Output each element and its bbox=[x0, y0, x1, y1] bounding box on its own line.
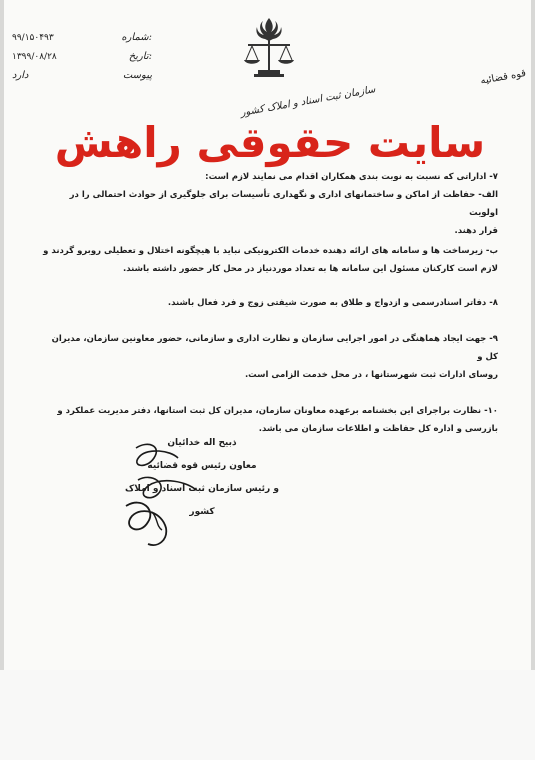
body-line: قرار دهند. bbox=[454, 226, 498, 236]
organization-subunit: سازمان ثبت اسناد و املاک کشور bbox=[239, 84, 377, 119]
body-line: لازم است کارکنان مسئول این سامانه ها به تعداد موردنیاز در محل کار حضور داشته باشند. bbox=[123, 264, 498, 274]
signatory-name: ذبیح اله خدائیان bbox=[167, 438, 237, 448]
letter-body bbox=[40, 168, 498, 438]
judiciary-emblem-icon bbox=[238, 14, 300, 80]
attachment-row bbox=[12, 66, 152, 85]
date-row bbox=[12, 47, 152, 66]
number-value: ۹۹/۱۵۰۴۹۳ bbox=[12, 32, 54, 43]
body-line: ب- زیرساخت ها و سامانه های ارائه دهنده خدمات الکترونیکی نباید با هیچگونه اختلال و تعطیلی روبرو گردند و bbox=[43, 246, 498, 256]
page-edge-right bbox=[531, 0, 535, 760]
body-line: روسای ادارات ثبت شهرستانها ، در محل خدمت الزامی است. bbox=[244, 370, 498, 380]
body-line: ۹- جهت ایجاد هماهنگی در امور اجرایی سازمان و نظارت اداری و سازمانی، حضور معاونین سازمان، مدیران کل و bbox=[51, 334, 498, 362]
body-line: ۸- دفاتر اسنادرسمی و ازدواج و طلاق به صورت شیفتی زوج و فرد فعال باشند. bbox=[167, 298, 498, 308]
body-line: ۷- اداراتی که نسبت به نوبت بندی همکاران اقدام می نمایند لازم است: bbox=[205, 172, 498, 182]
number-row bbox=[12, 28, 152, 47]
signatory-title: و رئیس سازمان ثبت اسناد و املاک کشور bbox=[125, 484, 279, 517]
date-label: تاریخ: bbox=[128, 51, 152, 62]
organization-name: قوه قضائیه bbox=[479, 67, 527, 87]
date-value: ۱۳۹۹/۰۸/۲۸ bbox=[12, 51, 57, 62]
page-footer-blank bbox=[0, 670, 535, 760]
site-watermark: سایت حقوقی راهش bbox=[54, 118, 486, 167]
letter-meta bbox=[12, 28, 152, 85]
body-line: بازرسی و اداره کل حفاظت و اطلاعات سازمان می باشد. bbox=[258, 424, 498, 434]
attachment-label: پیوست bbox=[122, 70, 152, 81]
signatory-title: معاون رئیس قوه قضائیه bbox=[147, 461, 257, 471]
body-line: الف- حفاظت از اماکن و ساختمانهای اداری و نگهداری تأسیسات برای جلوگیری از حوادث احتمالی را در اولویت bbox=[69, 190, 498, 218]
attachment-value: دارد bbox=[12, 70, 29, 81]
signature-block bbox=[112, 432, 292, 524]
number-label: شماره: bbox=[121, 32, 152, 43]
body-line: ۱۰- نظارت براجرای این بخشنامه برعهده معاونان سازمان، مدیران کل ثبت استانها، دفتر مدیریت عملکرد و bbox=[57, 406, 498, 416]
page-edge-left bbox=[0, 0, 4, 760]
